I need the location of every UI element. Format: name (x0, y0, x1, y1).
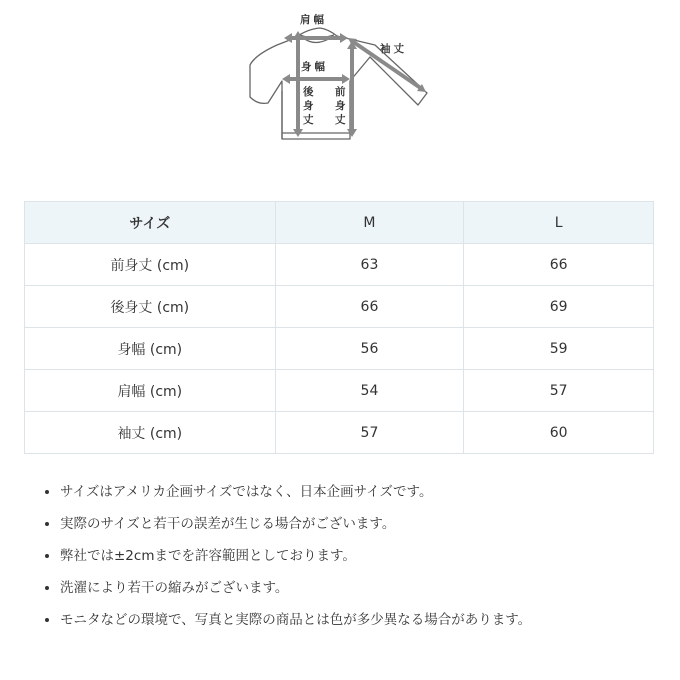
note-item: • 実際のサイズと若干の誤差が生じる場合がございます。 (60, 508, 531, 540)
size-chart-table (24, 201, 654, 454)
cell-m: 63 (275, 244, 464, 286)
row-label: 後身丈 (cm) (25, 286, 276, 328)
table-row (25, 412, 654, 454)
note-item: • サイズはアメリカ企画サイズではなく、日本企画サイズです。 (60, 476, 531, 508)
cell-l: 60 (464, 412, 654, 454)
back-length-label-3: 丈 (303, 114, 314, 126)
note-item: • 洗濯により若干の縮みがございます。 (60, 572, 531, 604)
shoulder-width-label: 肩幅 (300, 14, 327, 26)
back-length-label-1: 後 (303, 86, 314, 98)
back-length-label-2: 身 (303, 100, 314, 112)
front-length-label-2: 身 (335, 100, 346, 112)
cell-l: 57 (464, 370, 654, 412)
row-label: 前身丈 (cm) (25, 244, 276, 286)
cell-m: 56 (275, 328, 464, 370)
note-item: • 弊社では±2cmまでを許容範囲としております。 (60, 540, 531, 572)
sleeve-length-label: 袖丈 (380, 43, 407, 55)
note-item: • モニタなどの環境で、写真と実際の商品とは色が多少異なる場合があります。 (60, 604, 531, 636)
cell-l: 69 (464, 286, 654, 328)
body-width-label: 身幅 (301, 61, 328, 73)
table-header-row (25, 202, 654, 244)
header-m: M (275, 202, 464, 244)
garment-measurement-diagram (240, 5, 440, 150)
header-l: L (464, 202, 654, 244)
cell-m: 66 (275, 286, 464, 328)
cell-l: 59 (464, 328, 654, 370)
notes-list (40, 476, 531, 636)
header-size: サイズ (25, 202, 276, 244)
row-label: 肩幅 (cm) (25, 370, 276, 412)
front-length-label-3: 丈 (335, 114, 346, 126)
front-length-label-1: 前 (335, 86, 346, 98)
row-label: 身幅 (cm) (25, 328, 276, 370)
table-row (25, 286, 654, 328)
table-row (25, 328, 654, 370)
row-label: 袖丈 (cm) (25, 412, 276, 454)
table-row (25, 244, 654, 286)
table-row (25, 370, 654, 412)
cell-m: 54 (275, 370, 464, 412)
cell-m: 57 (275, 412, 464, 454)
cell-l: 66 (464, 244, 654, 286)
